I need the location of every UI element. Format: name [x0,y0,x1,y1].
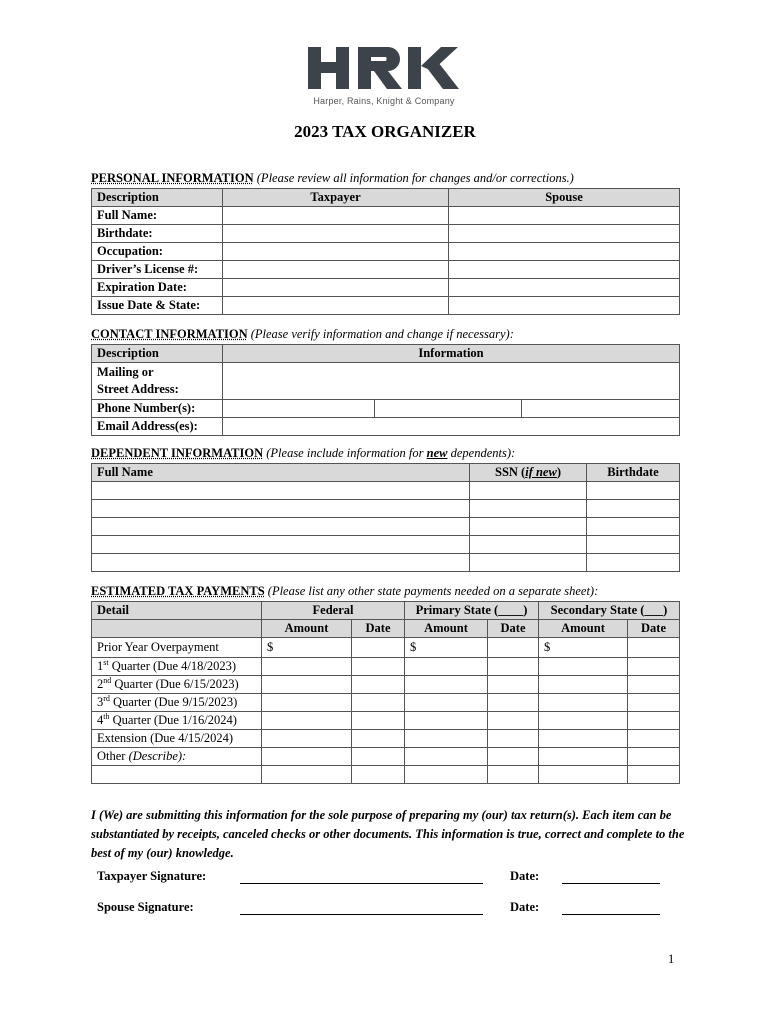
contact-heading-title: CONTACT INFORMATION [91,327,248,341]
personal-row [92,225,680,243]
row-label-other [92,748,262,766]
federal-date-cell[interactable] [352,676,405,694]
col-federal: Federal [262,602,405,620]
col-full-name: Full Name [92,464,470,482]
estimated-header-row-2 [92,620,680,638]
q2-suffix: nd [103,675,112,685]
dependent-note-pre: (Please include information for [266,446,427,460]
primary-amount-cell[interactable] [405,748,488,766]
other-describe-cell[interactable] [92,766,262,784]
birthdate-cell[interactable] [587,536,680,554]
row-label-phone: Phone Number(s): [92,400,223,418]
ssn-pre: SSN ( [495,465,526,479]
taxpayer-cell[interactable] [223,297,449,315]
dependent-heading-note [266,446,515,460]
q3-num: 3 [97,695,104,709]
taxpayer-signature-label: Taxpayer Signature: [97,869,207,883]
address-label-line2: Street Address: [97,382,179,396]
federal-amount-cell[interactable] [262,694,352,712]
taxpayer-cell[interactable] [223,279,449,297]
secondary-date-cell[interactable] [628,748,680,766]
address-label-line1: Mailing or [97,365,154,379]
row-label-q1 [92,658,262,676]
name-cell[interactable] [92,536,470,554]
personal-header-row [92,189,680,207]
primary-date-cell[interactable] [488,658,539,676]
dollar-sign: $ [544,640,551,654]
birthdate-cell[interactable] [587,518,680,536]
name-cell[interactable] [92,482,470,500]
q4-text: Quarter (Due 1/16/2024) [109,713,237,727]
secondary-date-cell[interactable] [628,712,680,730]
q4-num: 4 [97,713,104,727]
personal-heading-note: (Please review all information for changes and/or corrections.) [256,171,574,185]
q2-num: 2 [97,677,104,691]
primary-date-cell[interactable] [488,638,539,658]
dependent-note-emphasis: new [426,446,448,460]
q4-suffix: th [103,711,110,721]
other-label: Other [97,749,129,763]
page-number: 1 [668,952,675,966]
federal-amount-cell[interactable] [262,638,352,658]
personal-row [92,207,680,225]
row-label: Driver’s License #: [92,261,223,279]
col-description: Description [92,189,223,207]
federal-amount-cell[interactable] [262,766,352,784]
birthdate-cell[interactable] [587,500,680,518]
email-cell[interactable] [223,418,680,436]
secondary-amount-cell[interactable] [539,694,628,712]
address-cell[interactable] [223,363,680,400]
taxpayer-cell[interactable] [223,225,449,243]
contact-table [91,344,680,436]
secondary-amount-cell[interactable] [539,766,628,784]
estimated-heading-note: (Please list any other state payments needed on a separate sheet): [267,584,599,598]
contact-header-row [92,345,680,363]
col-description: Description [92,345,223,363]
primary-amount-header: Amount [405,620,488,638]
estimated-row-q3 [92,694,680,712]
taxpayer-date-label: Date: [510,869,540,883]
contact-row-email [92,418,680,436]
primary-date-cell[interactable] [488,766,539,784]
estimated-heading [91,584,598,599]
col-taxpayer: Taxpayer [223,189,449,207]
row-label: Expiration Date: [92,279,223,297]
ssn-emphasis: if new [525,465,557,479]
col-ssn [470,464,587,482]
hrk-logo [308,44,460,114]
row-label-q4 [92,712,262,730]
secondary-amount-cell[interactable] [539,748,628,766]
federal-date-cell[interactable] [352,658,405,676]
primary-amount-cell[interactable] [405,638,488,658]
spouse-cell[interactable] [449,225,680,243]
estimated-row-q2 [92,676,680,694]
ssn-cell[interactable] [470,518,587,536]
secondary-date-cell[interactable] [628,638,680,658]
row-label: Birthdate: [92,225,223,243]
q3-suffix: rd [103,693,110,703]
spouse-signature-label: Spouse Signature: [97,900,194,914]
secondary-date-cell[interactable] [628,694,680,712]
estimated-table [91,601,680,784]
q2-text: Quarter (Due 6/15/2023) [111,677,239,691]
row-label: Occupation: [92,243,223,261]
q1-num: 1 [97,659,104,673]
phone-cell-1[interactable] [223,400,375,418]
dependent-header-row [92,464,680,482]
taxpayer-cell[interactable] [223,261,449,279]
col-secondary-state: Secondary State (___) [539,602,680,620]
row-label-q3 [92,694,262,712]
taxpayer-signature-line[interactable] [240,883,483,884]
personal-table [91,188,680,315]
secondary-amount-cell[interactable] [539,730,628,748]
estimated-row-other-2 [92,766,680,784]
taxpayer-cell[interactable] [223,207,449,225]
ssn-cell[interactable] [470,554,587,572]
estimated-row-other [92,748,680,766]
primary-amount-cell[interactable] [405,676,488,694]
col-detail: Detail [92,602,262,620]
federal-amount-cell[interactable] [262,748,352,766]
taxpayer-cell[interactable] [223,243,449,261]
spouse-signature-line[interactable] [240,914,483,915]
birthdate-cell[interactable] [587,482,680,500]
primary-date-cell[interactable] [488,712,539,730]
birthdate-cell[interactable] [587,554,680,572]
ssn-post: ) [556,465,561,479]
q1-text: Quarter (Due 4/18/2023) [108,659,236,673]
secondary-date-cell[interactable] [628,676,680,694]
federal-date-cell[interactable] [352,766,405,784]
name-cell[interactable] [92,554,470,572]
primary-date-cell[interactable] [488,694,539,712]
dependent-note-post: dependents): [447,446,516,460]
federal-date-cell[interactable] [352,712,405,730]
row-label-q2 [92,676,262,694]
federal-date-cell[interactable] [352,638,405,658]
federal-date-cell[interactable] [352,730,405,748]
federal-date-cell[interactable] [352,748,405,766]
dollar-sign: $ [267,640,274,654]
row-label-address [92,363,223,400]
personal-row [92,297,680,315]
page-title: 2023 TAX ORGANIZER [294,122,476,141]
federal-amount-cell[interactable] [262,658,352,676]
contact-heading-note: (Please verify information and change if necessary): [250,327,514,341]
federal-date-cell[interactable] [352,694,405,712]
taxpayer-date-line[interactable] [562,883,660,884]
dependent-row [92,482,680,500]
col-information: Information [223,345,680,363]
spouse-date-line[interactable] [562,914,660,915]
spouse-date-label: Date: [510,900,540,914]
personal-row [92,279,680,297]
name-cell[interactable] [92,518,470,536]
hrk-logo-mark [308,44,460,94]
primary-amount-cell[interactable] [405,694,488,712]
secondary-amount-cell[interactable] [539,712,628,730]
row-label-prior: Prior Year Overpayment [92,638,262,658]
estimated-header-row-1 [92,602,680,620]
col-birthdate: Birthdate [587,464,680,482]
personal-heading [91,171,574,186]
federal-amount-cell[interactable] [262,730,352,748]
dependent-row [92,554,680,572]
row-label: Full Name: [92,207,223,225]
spouse-cell[interactable] [449,243,680,261]
q1-suffix: st [103,657,109,667]
estimated-heading-title: ESTIMATED TAX PAYMENTS [91,584,265,598]
contact-row-address [92,363,680,400]
secondary-amount-cell[interactable] [539,658,628,676]
secondary-date-cell[interactable] [628,730,680,748]
estimated-row-q4 [92,712,680,730]
col-spouse: Spouse [449,189,680,207]
primary-amount-cell[interactable] [405,712,488,730]
phone-cell-3[interactable] [522,400,680,418]
other-describe: (Describe): [128,749,187,763]
spouse-cell[interactable] [449,261,680,279]
federal-amount-cell[interactable] [262,676,352,694]
primary-amount-cell[interactable] [405,658,488,676]
secondary-amount-header: Amount [539,620,628,638]
row-label-email: Email Address(es): [92,418,223,436]
dependent-heading [91,446,515,461]
estimated-row-prior [92,638,680,658]
contact-row-phone [92,400,680,418]
estimated-row-extension [92,730,680,748]
ssn-cell[interactable] [470,536,587,554]
company-name: Harper, Rains, Knight & Company [313,96,455,106]
q3-text: Quarter (Due 9/15/2023) [109,695,238,709]
estimated-row-q1 [92,658,680,676]
dependent-heading-title: DEPENDENT INFORMATION [91,446,264,460]
dependent-row [92,536,680,554]
spouse-cell[interactable] [449,279,680,297]
primary-date-cell[interactable] [488,676,539,694]
personal-heading-title: PERSONAL INFORMATION [91,171,254,185]
row-label: Issue Date & State: [92,297,223,315]
dollar-sign: $ [410,640,417,654]
dependent-row [92,500,680,518]
contact-heading [91,327,514,342]
federal-amount-header: Amount [262,620,352,638]
federal-amount-cell[interactable] [262,712,352,730]
secondary-amount-cell[interactable] [539,638,628,658]
detail-blank [92,620,262,638]
federal-date-header: Date [352,620,405,638]
secondary-date-cell[interactable] [628,766,680,784]
primary-amount-cell[interactable] [405,730,488,748]
col-primary-state: Primary State (____) [405,602,539,620]
ssn-cell[interactable] [470,500,587,518]
dependent-row [92,518,680,536]
secondary-date-header: Date [628,620,680,638]
row-label-extension: Extension (Due 4/15/2024) [92,730,262,748]
certification-statement: I (We) are submitting this information for the sole purpose of preparing my (our) tax return(s). Each item can be substantiated by receipts, canceled checks or other documents. This information is true, correct and complete to the best of my (our) knowledge. [91,808,685,860]
primary-date-header: Date [488,620,539,638]
spouse-cell[interactable] [449,207,680,225]
ssn-cell[interactable] [470,482,587,500]
phone-cell-2[interactable] [375,400,522,418]
personal-row [92,243,680,261]
spouse-cell[interactable] [449,297,680,315]
name-cell[interactable] [92,500,470,518]
primary-date-cell[interactable] [488,748,539,766]
personal-row [92,261,680,279]
secondary-amount-cell[interactable] [539,676,628,694]
primary-date-cell[interactable] [488,730,539,748]
primary-amount-cell[interactable] [405,766,488,784]
dependent-table [91,463,680,572]
secondary-date-cell[interactable] [628,658,680,676]
